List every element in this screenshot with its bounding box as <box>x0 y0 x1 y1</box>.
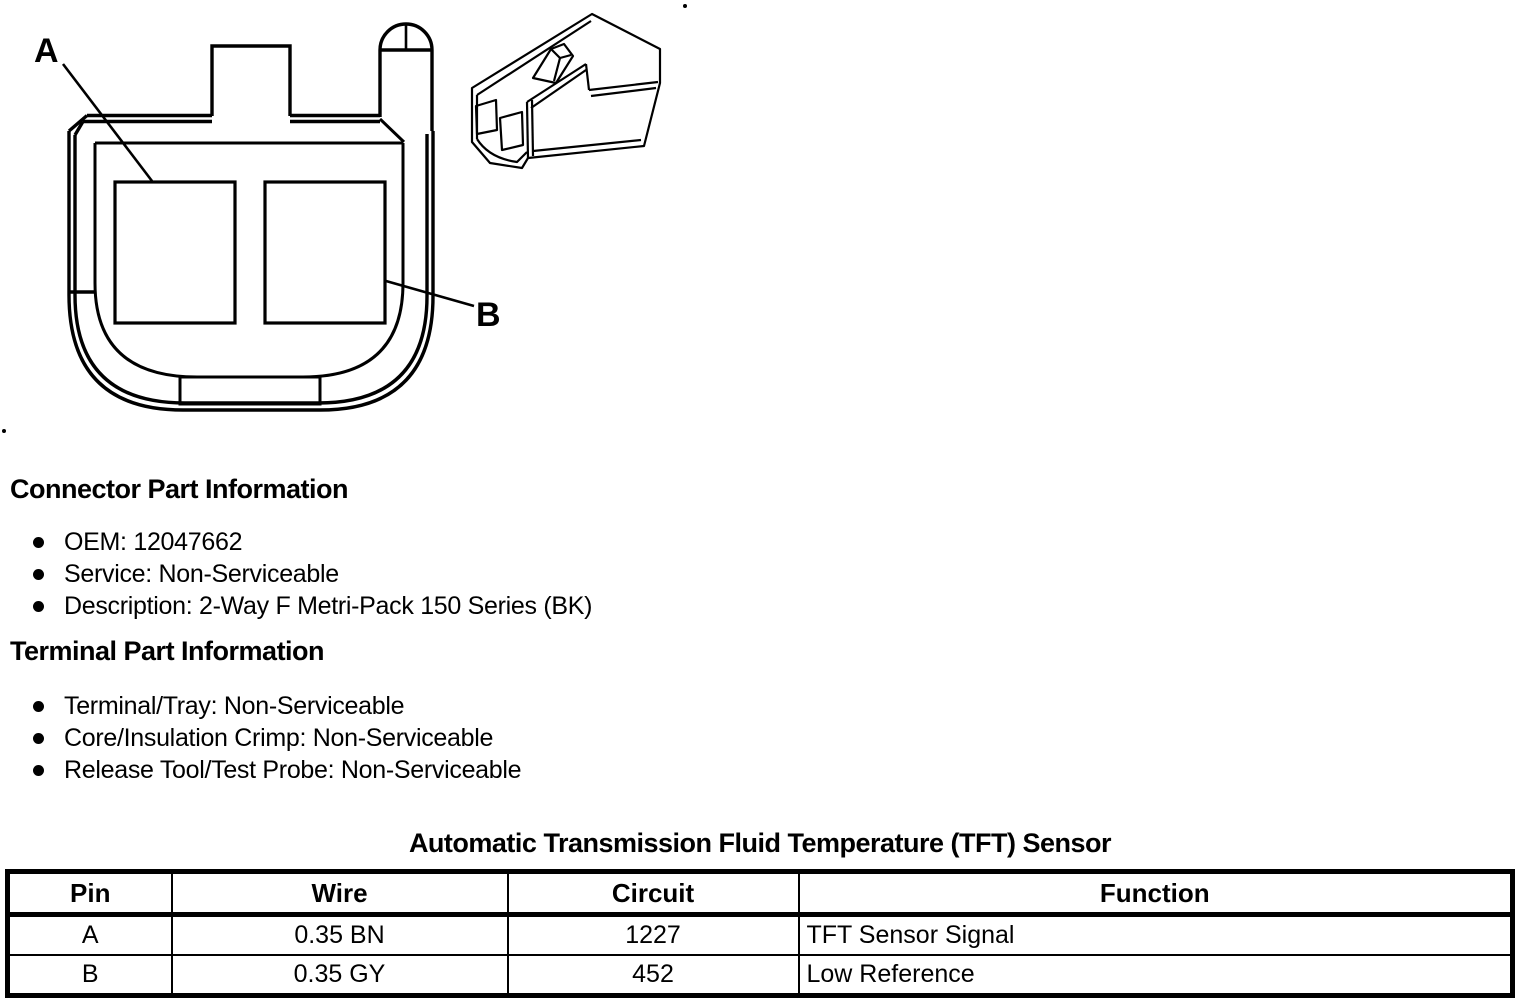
function-cell: Low Reference <box>799 955 1513 996</box>
pin-cell: A <box>8 915 172 956</box>
terminal-part-info-heading: Terminal Part Information <box>10 636 325 666</box>
column-header-circuit: Circuit <box>508 872 799 915</box>
bullet-icon <box>33 733 44 744</box>
connector-part-info-list <box>33 526 592 623</box>
connector-perspective-view <box>472 14 660 168</box>
list-item-text: Core/Insulation Crimp: Non-Serviceable <box>64 724 494 753</box>
terminal-cavity-a <box>115 182 235 323</box>
column-header-pin: Pin <box>8 872 172 915</box>
terminal-part-info-list <box>33 690 521 787</box>
connector-part-info-heading: Connector Part Information <box>10 474 349 504</box>
table-row <box>8 915 1513 956</box>
list-item <box>33 526 592 558</box>
terminal-label-a: A <box>34 32 59 70</box>
wire-cell: 0.35 BN <box>172 915 508 956</box>
perspective-cavity-a <box>476 100 497 134</box>
table-header-row <box>8 872 1513 915</box>
column-header-function: Function <box>799 872 1513 915</box>
list-item-text: OEM: 12047662 <box>64 527 243 556</box>
list-item-text: Release Tool/Test Probe: Non-Serviceable <box>64 756 522 785</box>
column-header-wire: Wire <box>172 872 508 915</box>
bullet-icon <box>33 569 44 580</box>
function-cell: TFT Sensor Signal <box>799 915 1513 956</box>
perspective-cavity-b <box>500 112 523 150</box>
list-item-text: Terminal/Tray: Non-Serviceable <box>64 691 405 720</box>
list-item <box>33 690 521 722</box>
circuit-cell: 1227 <box>508 915 799 956</box>
bullet-icon <box>33 701 44 712</box>
list-item <box>33 755 521 787</box>
list-item <box>33 558 592 590</box>
bullet-icon <box>33 765 44 776</box>
list-item-text: Service: Non-Serviceable <box>64 560 339 589</box>
print-dot <box>2 429 6 433</box>
pinout-table-title: Automatic Transmission Fluid Temperature (TFT) Sensor <box>408 828 1112 858</box>
bottom-lock-channel <box>180 377 320 404</box>
terminal-label-b: B <box>476 296 501 334</box>
list-item-text: Description: 2-Way F Metri-Pack 150 Series (BK) <box>64 592 593 621</box>
circuit-cell: 452 <box>508 955 799 996</box>
list-item <box>33 591 592 623</box>
pinout-table <box>5 869 1515 998</box>
pin-cell: B <box>8 955 172 996</box>
connector-top-tab <box>212 46 290 116</box>
connector-diagram <box>0 0 760 450</box>
wire-cell: 0.35 GY <box>172 955 508 996</box>
terminal-cavity-b <box>265 182 385 323</box>
bullet-icon <box>33 601 44 612</box>
list-item <box>33 722 521 754</box>
table-row <box>8 955 1513 996</box>
bullet-icon <box>33 537 44 548</box>
print-dot <box>683 4 687 8</box>
connector-inner-walls <box>95 119 404 404</box>
leader-line-b <box>386 281 474 306</box>
